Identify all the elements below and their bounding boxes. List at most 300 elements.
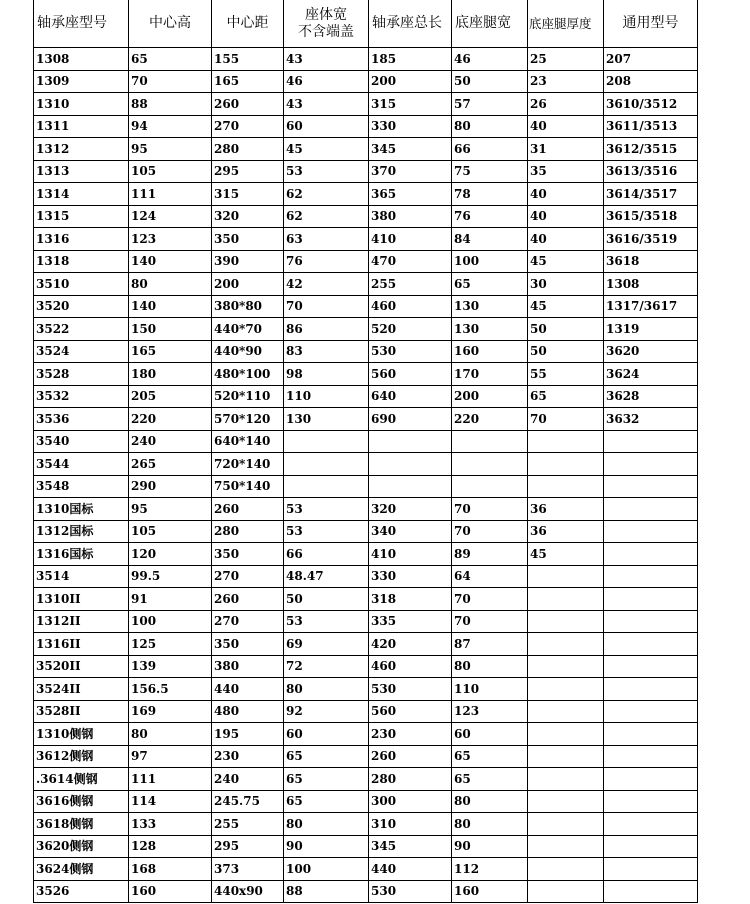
- table-row: [34, 813, 698, 836]
- table-row: [34, 790, 698, 813]
- cell-body-width: 76: [284, 250, 369, 273]
- cell-generic-model: [604, 858, 698, 881]
- cell-generic-model: [604, 768, 698, 791]
- cell-center-height: 140: [129, 250, 212, 273]
- cell-center-distance: 165: [212, 70, 284, 93]
- cell-center-distance: 270: [212, 610, 284, 633]
- cell-generic-model: 3610/3512: [604, 93, 698, 116]
- cell-center-height: 265: [129, 453, 212, 476]
- cell-generic-model: [604, 475, 698, 498]
- cell-body-width: 45: [284, 138, 369, 161]
- cell-total-length: 460: [369, 295, 452, 318]
- table-row: [34, 295, 698, 318]
- table-row: [34, 138, 698, 161]
- table-row: [34, 745, 698, 768]
- cell-center-distance: 260: [212, 588, 284, 611]
- cell-base-leg-thickness: [528, 565, 604, 588]
- cell-center-height: 168: [129, 858, 212, 881]
- table-row: [34, 768, 698, 791]
- cell-body-width: 110: [284, 385, 369, 408]
- cell-base-leg-thickness: 40: [528, 228, 604, 251]
- cell-center-distance: 520*110: [212, 385, 284, 408]
- cell-body-width: 70: [284, 295, 369, 318]
- cell-center-distance: 440*90: [212, 340, 284, 363]
- cell-base-leg-width: 200: [452, 385, 528, 408]
- cell-center-distance: 380: [212, 655, 284, 678]
- cell-body-width: 60: [284, 723, 369, 746]
- cell-total-length: 330: [369, 115, 452, 138]
- cell-base-leg-width: 65: [452, 745, 528, 768]
- cell-model: 1309: [34, 70, 129, 93]
- cell-center-height: 80: [129, 273, 212, 296]
- cell-generic-model: 3615/3518: [604, 205, 698, 228]
- cell-base-leg-thickness: 45: [528, 543, 604, 566]
- table-row: [34, 273, 698, 296]
- cell-center-height: 100: [129, 610, 212, 633]
- cell-body-width: 60: [284, 115, 369, 138]
- cell-center-height: 120: [129, 543, 212, 566]
- cell-base-leg-thickness: 36: [528, 520, 604, 543]
- cell-total-length: 470: [369, 250, 452, 273]
- cell-base-leg-thickness: [528, 835, 604, 858]
- cell-model: 1316II: [34, 633, 129, 656]
- header-row: [34, 0, 698, 48]
- table-row: [34, 520, 698, 543]
- cell-generic-model: 1317/3617: [604, 295, 698, 318]
- cell-model: 3528II: [34, 700, 129, 723]
- cell-base-leg-thickness: 55: [528, 363, 604, 386]
- table-row: [34, 835, 698, 858]
- cell-total-length: 420: [369, 633, 452, 656]
- table-row: [34, 610, 698, 633]
- cell-body-width: 80: [284, 678, 369, 701]
- cell-model: 1310国标: [34, 498, 129, 521]
- cell-total-length: 530: [369, 880, 452, 903]
- cell-base-leg-width: 160: [452, 880, 528, 903]
- cell-generic-model: 3628: [604, 385, 698, 408]
- table-row: [34, 588, 698, 611]
- cell-model: 1313: [34, 160, 129, 183]
- cell-generic-model: [604, 633, 698, 656]
- cell-model: 3514: [34, 565, 129, 588]
- cell-total-length: 530: [369, 340, 452, 363]
- cell-base-leg-thickness: [528, 768, 604, 791]
- cell-center-distance: 240: [212, 768, 284, 791]
- cell-generic-model: [604, 723, 698, 746]
- cell-base-leg-thickness: 25: [528, 48, 604, 71]
- header-base-leg-thickness: 底座腿厚度: [528, 0, 604, 48]
- cell-base-leg-thickness: [528, 678, 604, 701]
- cell-center-distance: 350: [212, 228, 284, 251]
- cell-body-width: 48.47: [284, 565, 369, 588]
- cell-generic-model: 3616/3519: [604, 228, 698, 251]
- cell-center-distance: 380*80: [212, 295, 284, 318]
- cell-center-height: 150: [129, 318, 212, 341]
- cell-model: 3520II: [34, 655, 129, 678]
- cell-generic-model: 3611/3513: [604, 115, 698, 138]
- cell-body-width: 53: [284, 498, 369, 521]
- cell-center-distance: 720*140: [212, 453, 284, 476]
- cell-body-width: 43: [284, 48, 369, 71]
- cell-center-height: 88: [129, 93, 212, 116]
- cell-model: 1315: [34, 205, 129, 228]
- table-row: [34, 880, 698, 903]
- cell-total-length: 345: [369, 835, 452, 858]
- cell-base-leg-width: 65: [452, 273, 528, 296]
- cell-model: 3544: [34, 453, 129, 476]
- cell-body-width: 65: [284, 790, 369, 813]
- cell-center-distance: 230: [212, 745, 284, 768]
- cell-base-leg-thickness: [528, 453, 604, 476]
- cell-center-height: 95: [129, 138, 212, 161]
- table-row: [34, 475, 698, 498]
- cell-generic-model: [604, 835, 698, 858]
- cell-base-leg-width: 130: [452, 318, 528, 341]
- cell-model: 1310: [34, 93, 129, 116]
- cell-model: 3548: [34, 475, 129, 498]
- table-row: [34, 48, 698, 71]
- cell-center-height: 133: [129, 813, 212, 836]
- cell-total-length: 520: [369, 318, 452, 341]
- cell-generic-model: [604, 498, 698, 521]
- cell-base-leg-width: 89: [452, 543, 528, 566]
- cell-total-length: 310: [369, 813, 452, 836]
- cell-body-width: 69: [284, 633, 369, 656]
- cell-center-distance: 570*120: [212, 408, 284, 431]
- cell-center-height: 65: [129, 48, 212, 71]
- cell-generic-model: [604, 610, 698, 633]
- cell-center-height: 91: [129, 588, 212, 611]
- cell-base-leg-thickness: [528, 790, 604, 813]
- cell-generic-model: [604, 543, 698, 566]
- cell-base-leg-thickness: 23: [528, 70, 604, 93]
- cell-model: 1312II: [34, 610, 129, 633]
- header-generic-model: 通用型号: [604, 0, 698, 48]
- cell-generic-model: [604, 813, 698, 836]
- cell-center-distance: 315: [212, 183, 284, 206]
- cell-base-leg-width: 110: [452, 678, 528, 701]
- cell-base-leg-thickness: 40: [528, 205, 604, 228]
- cell-center-distance: 440: [212, 678, 284, 701]
- cell-total-length: 560: [369, 700, 452, 723]
- cell-center-height: 220: [129, 408, 212, 431]
- cell-center-distance: 280: [212, 520, 284, 543]
- cell-center-height: 140: [129, 295, 212, 318]
- cell-generic-model: 3620: [604, 340, 698, 363]
- cell-body-width: 80: [284, 813, 369, 836]
- cell-center-height: 128: [129, 835, 212, 858]
- cell-base-leg-width: 80: [452, 115, 528, 138]
- cell-base-leg-thickness: [528, 475, 604, 498]
- cell-center-height: 125: [129, 633, 212, 656]
- cell-body-width: 86: [284, 318, 369, 341]
- table-row: [34, 183, 698, 206]
- cell-body-width: 62: [284, 205, 369, 228]
- cell-center-distance: 320: [212, 205, 284, 228]
- table-body: [34, 48, 698, 903]
- cell-center-distance: 255: [212, 813, 284, 836]
- cell-total-length: 560: [369, 363, 452, 386]
- table-row: [34, 678, 698, 701]
- cell-body-width: 63: [284, 228, 369, 251]
- cell-center-height: 156.5: [129, 678, 212, 701]
- cell-model: 3616侧钢: [34, 790, 129, 813]
- table-row: [34, 160, 698, 183]
- cell-center-distance: 480*100: [212, 363, 284, 386]
- cell-base-leg-width: 130: [452, 295, 528, 318]
- cell-base-leg-thickness: [528, 610, 604, 633]
- cell-model: 3524II: [34, 678, 129, 701]
- cell-base-leg-width: 170: [452, 363, 528, 386]
- cell-generic-model: [604, 565, 698, 588]
- cell-center-distance: 440x90: [212, 880, 284, 903]
- cell-body-width: 130: [284, 408, 369, 431]
- cell-center-distance: 280: [212, 138, 284, 161]
- cell-base-leg-thickness: [528, 880, 604, 903]
- cell-generic-model: [604, 453, 698, 476]
- cell-base-leg-thickness: 30: [528, 273, 604, 296]
- cell-base-leg-thickness: 45: [528, 250, 604, 273]
- cell-model: 1318: [34, 250, 129, 273]
- table-row: [34, 385, 698, 408]
- cell-body-width: 66: [284, 543, 369, 566]
- table-row: [34, 318, 698, 341]
- cell-generic-model: 3613/3516: [604, 160, 698, 183]
- cell-model: 1314: [34, 183, 129, 206]
- cell-total-length: 330: [369, 565, 452, 588]
- cell-base-leg-width: 75: [452, 160, 528, 183]
- cell-model: 3536: [34, 408, 129, 431]
- cell-base-leg-thickness: [528, 813, 604, 836]
- cell-total-length: 318: [369, 588, 452, 611]
- cell-total-length: 460: [369, 655, 452, 678]
- cell-center-distance: 295: [212, 160, 284, 183]
- cell-base-leg-width: [452, 430, 528, 453]
- cell-base-leg-width: [452, 453, 528, 476]
- cell-total-length: 345: [369, 138, 452, 161]
- cell-base-leg-thickness: 50: [528, 318, 604, 341]
- cell-base-leg-width: 70: [452, 610, 528, 633]
- cell-body-width: 98: [284, 363, 369, 386]
- cell-body-width: [284, 453, 369, 476]
- table-row: [34, 723, 698, 746]
- header-body-width: 座体宽 不含端盖: [284, 0, 369, 48]
- cell-center-height: 290: [129, 475, 212, 498]
- cell-center-distance: 350: [212, 543, 284, 566]
- cell-body-width: 65: [284, 745, 369, 768]
- cell-total-length: 440: [369, 858, 452, 881]
- cell-generic-model: 1308: [604, 273, 698, 296]
- cell-center-distance: 350: [212, 633, 284, 656]
- cell-base-leg-thickness: 70: [528, 408, 604, 431]
- cell-total-length: 640: [369, 385, 452, 408]
- cell-base-leg-thickness: 36: [528, 498, 604, 521]
- cell-center-distance: 440*70: [212, 318, 284, 341]
- cell-center-height: 99.5: [129, 565, 212, 588]
- cell-total-length: 410: [369, 228, 452, 251]
- table-row: [34, 228, 698, 251]
- cell-base-leg-thickness: [528, 745, 604, 768]
- cell-model: 3624侧钢: [34, 858, 129, 881]
- table-row: [34, 655, 698, 678]
- cell-generic-model: 3614/3517: [604, 183, 698, 206]
- cell-base-leg-width: 87: [452, 633, 528, 656]
- cell-base-leg-thickness: 26: [528, 93, 604, 116]
- cell-generic-model: 3624: [604, 363, 698, 386]
- cell-base-leg-thickness: [528, 700, 604, 723]
- cell-generic-model: 207: [604, 48, 698, 71]
- cell-center-distance: 260: [212, 498, 284, 521]
- cell-body-width: 62: [284, 183, 369, 206]
- cell-total-length: 315: [369, 93, 452, 116]
- cell-center-distance: 750*140: [212, 475, 284, 498]
- cell-center-height: 180: [129, 363, 212, 386]
- cell-base-leg-thickness: [528, 633, 604, 656]
- cell-center-height: 165: [129, 340, 212, 363]
- cell-center-height: 80: [129, 723, 212, 746]
- cell-center-distance: 270: [212, 565, 284, 588]
- cell-model: 3510: [34, 273, 129, 296]
- cell-center-height: 240: [129, 430, 212, 453]
- cell-base-leg-thickness: [528, 655, 604, 678]
- cell-center-height: 70: [129, 70, 212, 93]
- cell-center-distance: 200: [212, 273, 284, 296]
- cell-body-width: 72: [284, 655, 369, 678]
- cell-body-width: 46: [284, 70, 369, 93]
- cell-body-width: [284, 430, 369, 453]
- cell-model: 1310侧钢: [34, 723, 129, 746]
- table-row: [34, 430, 698, 453]
- cell-center-distance: 245.75: [212, 790, 284, 813]
- cell-base-leg-thickness: [528, 723, 604, 746]
- table-row: [34, 633, 698, 656]
- cell-base-leg-thickness: [528, 858, 604, 881]
- cell-generic-model: 1319: [604, 318, 698, 341]
- cell-base-leg-width: [452, 475, 528, 498]
- cell-total-length: 300: [369, 790, 452, 813]
- cell-center-height: 205: [129, 385, 212, 408]
- cell-body-width: 83: [284, 340, 369, 363]
- cell-body-width: [284, 475, 369, 498]
- cell-body-width: 88: [284, 880, 369, 903]
- cell-base-leg-width: 60: [452, 723, 528, 746]
- cell-total-length: 200: [369, 70, 452, 93]
- cell-model: 3620侧钢: [34, 835, 129, 858]
- cell-base-leg-thickness: [528, 430, 604, 453]
- cell-base-leg-width: 84: [452, 228, 528, 251]
- cell-base-leg-width: 80: [452, 813, 528, 836]
- cell-body-width: 90: [284, 835, 369, 858]
- bearing-housing-table: [33, 0, 698, 903]
- cell-generic-model: 3612/3515: [604, 138, 698, 161]
- cell-total-length: [369, 475, 452, 498]
- cell-base-leg-width: 220: [452, 408, 528, 431]
- table-row: [34, 408, 698, 431]
- table-row: [34, 453, 698, 476]
- cell-center-height: 95: [129, 498, 212, 521]
- cell-body-width: 43: [284, 93, 369, 116]
- cell-generic-model: [604, 745, 698, 768]
- cell-total-length: 365: [369, 183, 452, 206]
- cell-center-height: 169: [129, 700, 212, 723]
- header-total-length: 轴承座总长: [369, 0, 452, 48]
- cell-generic-model: 3618: [604, 250, 698, 273]
- cell-center-distance: 270: [212, 115, 284, 138]
- cell-center-height: 139: [129, 655, 212, 678]
- cell-model: 3522: [34, 318, 129, 341]
- cell-total-length: 260: [369, 745, 452, 768]
- cell-center-distance: 295: [212, 835, 284, 858]
- cell-total-length: 255: [369, 273, 452, 296]
- cell-total-length: 370: [369, 160, 452, 183]
- cell-model: 1308: [34, 48, 129, 71]
- cell-base-leg-width: 112: [452, 858, 528, 881]
- cell-generic-model: [604, 678, 698, 701]
- cell-generic-model: [604, 655, 698, 678]
- cell-base-leg-width: 76: [452, 205, 528, 228]
- cell-center-height: 114: [129, 790, 212, 813]
- cell-base-leg-width: 66: [452, 138, 528, 161]
- cell-base-leg-thickness: 40: [528, 183, 604, 206]
- cell-model: 1316国标: [34, 543, 129, 566]
- cell-model: 3532: [34, 385, 129, 408]
- table-row: [34, 205, 698, 228]
- cell-generic-model: [604, 520, 698, 543]
- cell-base-leg-width: 100: [452, 250, 528, 273]
- cell-center-height: 111: [129, 183, 212, 206]
- cell-model: 3526: [34, 880, 129, 903]
- cell-base-leg-width: 65: [452, 768, 528, 791]
- cell-total-length: 690: [369, 408, 452, 431]
- cell-center-height: 94: [129, 115, 212, 138]
- cell-generic-model: [604, 880, 698, 903]
- header-base-leg-width: 底座腿宽: [452, 0, 528, 48]
- cell-total-length: 280: [369, 768, 452, 791]
- cell-base-leg-width: 70: [452, 498, 528, 521]
- cell-base-leg-width: 46: [452, 48, 528, 71]
- cell-base-leg-thickness: 40: [528, 115, 604, 138]
- cell-center-height: 111: [129, 768, 212, 791]
- cell-total-length: 380: [369, 205, 452, 228]
- cell-center-distance: 260: [212, 93, 284, 116]
- table-row: [34, 250, 698, 273]
- cell-total-length: 320: [369, 498, 452, 521]
- cell-model: 1312国标: [34, 520, 129, 543]
- cell-center-distance: 480: [212, 700, 284, 723]
- cell-generic-model: [604, 790, 698, 813]
- cell-base-leg-width: 80: [452, 655, 528, 678]
- cell-base-leg-width: 80: [452, 790, 528, 813]
- cell-model: 1311: [34, 115, 129, 138]
- cell-body-width: 42: [284, 273, 369, 296]
- cell-body-width: 53: [284, 520, 369, 543]
- cell-base-leg-thickness: 45: [528, 295, 604, 318]
- cell-total-length: 230: [369, 723, 452, 746]
- cell-base-leg-width: 78: [452, 183, 528, 206]
- cell-body-width: 65: [284, 768, 369, 791]
- cell-base-leg-thickness: 50: [528, 340, 604, 363]
- table-row: [34, 93, 698, 116]
- cell-model: 3524: [34, 340, 129, 363]
- cell-base-leg-width: 57: [452, 93, 528, 116]
- cell-base-leg-width: 123: [452, 700, 528, 723]
- cell-model: 3540: [34, 430, 129, 453]
- cell-model: 3618侧钢: [34, 813, 129, 836]
- cell-center-distance: 373: [212, 858, 284, 881]
- cell-model: 1312: [34, 138, 129, 161]
- cell-model: 3528: [34, 363, 129, 386]
- cell-center-height: 105: [129, 520, 212, 543]
